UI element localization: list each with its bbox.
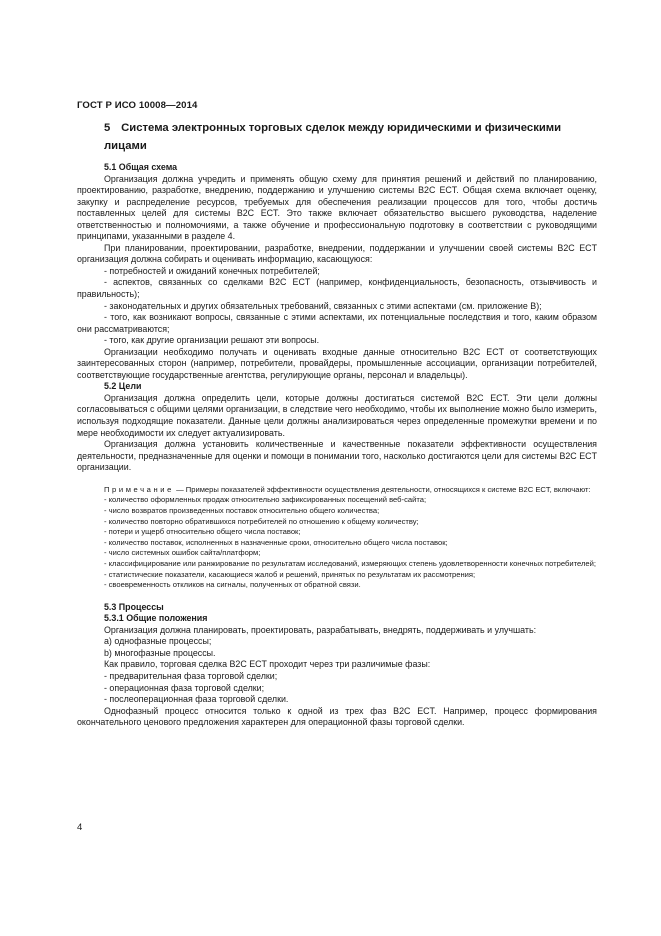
note-item: - количество оформленных продаж относительно зафиксированных посещений веб-сайта; [104, 495, 427, 505]
paragraph: Однофазный процесс относится только к одной из трех фаз B2C ECT. Например, процесс формирования окончательного ценового предложения характерен для операционной фазы торговой сделки. [77, 705, 597, 728]
note-item: - количество поставок, исполненных в назначенные сроки, относительно общего числа поставок; [104, 537, 448, 547]
spacer [77, 591, 597, 602]
list-item: - того, как возникают вопросы, связанные с этими аспектами, их потенциальные последствия и того, каким образом они рассматриваются; [77, 312, 597, 334]
list-item: - того, как другие организации решают эти вопросы. [104, 335, 320, 346]
note-item: - количество повторно обратившихся потребителей по отношению к общему количеству; [104, 516, 419, 526]
paragraph: При планировании, проектировании, разработке, внедрении, поддержании и улучшении своей системы B2C ECT организация должна собирать и оценивать информацию, касающуюся: [77, 242, 597, 265]
paragraph: Организация должна учредить и применять общую схему для принятия решений и действий по планированию, проектированию, разработке, внедрению, поддержанию и улучшению системы B2C ECT. Общая схема включает оценку, закупку и распределение ресурсов, требуемых для обеспечения реализации процессов для того, чтобы достичь поставленных целей для системы B2C ECT. Это также включает обязательство высшего руководства, наделение ответственностью и полномочиями, а также обучение и профессиональную подготовку в соответствии с руководящими принципами, указанными в разделе 4. [77, 173, 597, 242]
list-item: - послеоперационная фаза торговой сделки. [104, 694, 289, 705]
paragraph: Организация должна установить количественные и качественные показатели эффективности осуществления деятельности, предназначенные для оценки и помощи в понимании того, насколько достигаются цели для системы B2C ECT организации. [77, 439, 597, 473]
note-item: - своевременность откликов на сигналы, полученных от обратной связи. [104, 580, 361, 590]
note-item: - число системных ошибок сайта/платформ; [104, 548, 261, 558]
section-number: 5 [104, 122, 111, 134]
note-item: - потери и ущерб относительно общего числа поставок; [104, 527, 301, 537]
document-header: ГОСТ Р ИСО 10008—2014 [77, 100, 198, 111]
note-label: Примечание [104, 484, 174, 494]
list-item: - предварительная фаза торговой сделки; [104, 670, 278, 681]
paragraph: Организация должна определить цели, которые должны достигаться системой B2C ECT. Эти цели должны согласовываться с общими целями организации, в следствие чего необходимо, чтобы их выполнение можно было измерить, используя подходящие показатели. Данные цели должны анализироваться через определенные промежутки времени и по мере необходимости их следует актуализировать. [77, 392, 597, 438]
page-number: 4 [77, 822, 83, 833]
list-item: - аспектов, связанных со сделками B2C ECT (например, конфиденциальность, безопасность, отзывчивость и правильность); [77, 277, 597, 300]
paragraph: Организации необходимо получать и оценивать входные данные относительно B2C ECT от соответствующих заинтересованных сторон (например, потребители, провайдеры, промышленные ассоциации, организации потребителей, соответствующие государственные агентства, регулирующие органы, персонал и владельцы). [77, 346, 597, 380]
paragraph: Организация должна планировать, проектировать, разрабатывать, внедрять, поддерживать и улучшать: [104, 624, 537, 635]
document-body [77, 162, 597, 729]
list-item: - законодательных и других обязательных требований, связанных с этими аспектами (см. приложение В); [104, 300, 542, 311]
list-item: а) однофазные процессы; [104, 636, 212, 647]
heading-5-2: 5.2 Цели [104, 381, 142, 392]
paragraph: Как правило, торговая сделка B2C ECT проходит через три различимые фазы: [104, 659, 431, 670]
section-title-text: Система электронных торговых сделок между юридическими и физическими лицами [104, 122, 562, 152]
note-item: - число возвратов произведенных поставок относительно общего количества; [104, 505, 380, 515]
heading-5-3: 5.3 Процессы [104, 601, 164, 612]
note-item: - классифицирование или ранжирование по результатам исследований, измеряющих степень удовлетворенности конечных потребителей; [104, 558, 596, 568]
note-item: - статистические показатели, касающиеся жалоб и решений, принятых по результатам их рассмотрения; [104, 569, 476, 579]
list-item: b) многофазные процессы. [104, 647, 216, 658]
note-text: — Примеры показателей эффективности осуществления деятельности, относящихся к системе B2C ECT, включают: [176, 484, 591, 494]
heading-5-1: 5.1 Общая схема [104, 162, 178, 172]
heading-5-3-1: 5.3.1 Общие положения [104, 613, 208, 624]
list-item: - операционная фаза торговой сделки; [104, 682, 265, 693]
section-title [104, 120, 574, 155]
list-item: - потребностей и ожиданий конечных потребителей; [104, 265, 320, 276]
note [77, 485, 597, 496]
